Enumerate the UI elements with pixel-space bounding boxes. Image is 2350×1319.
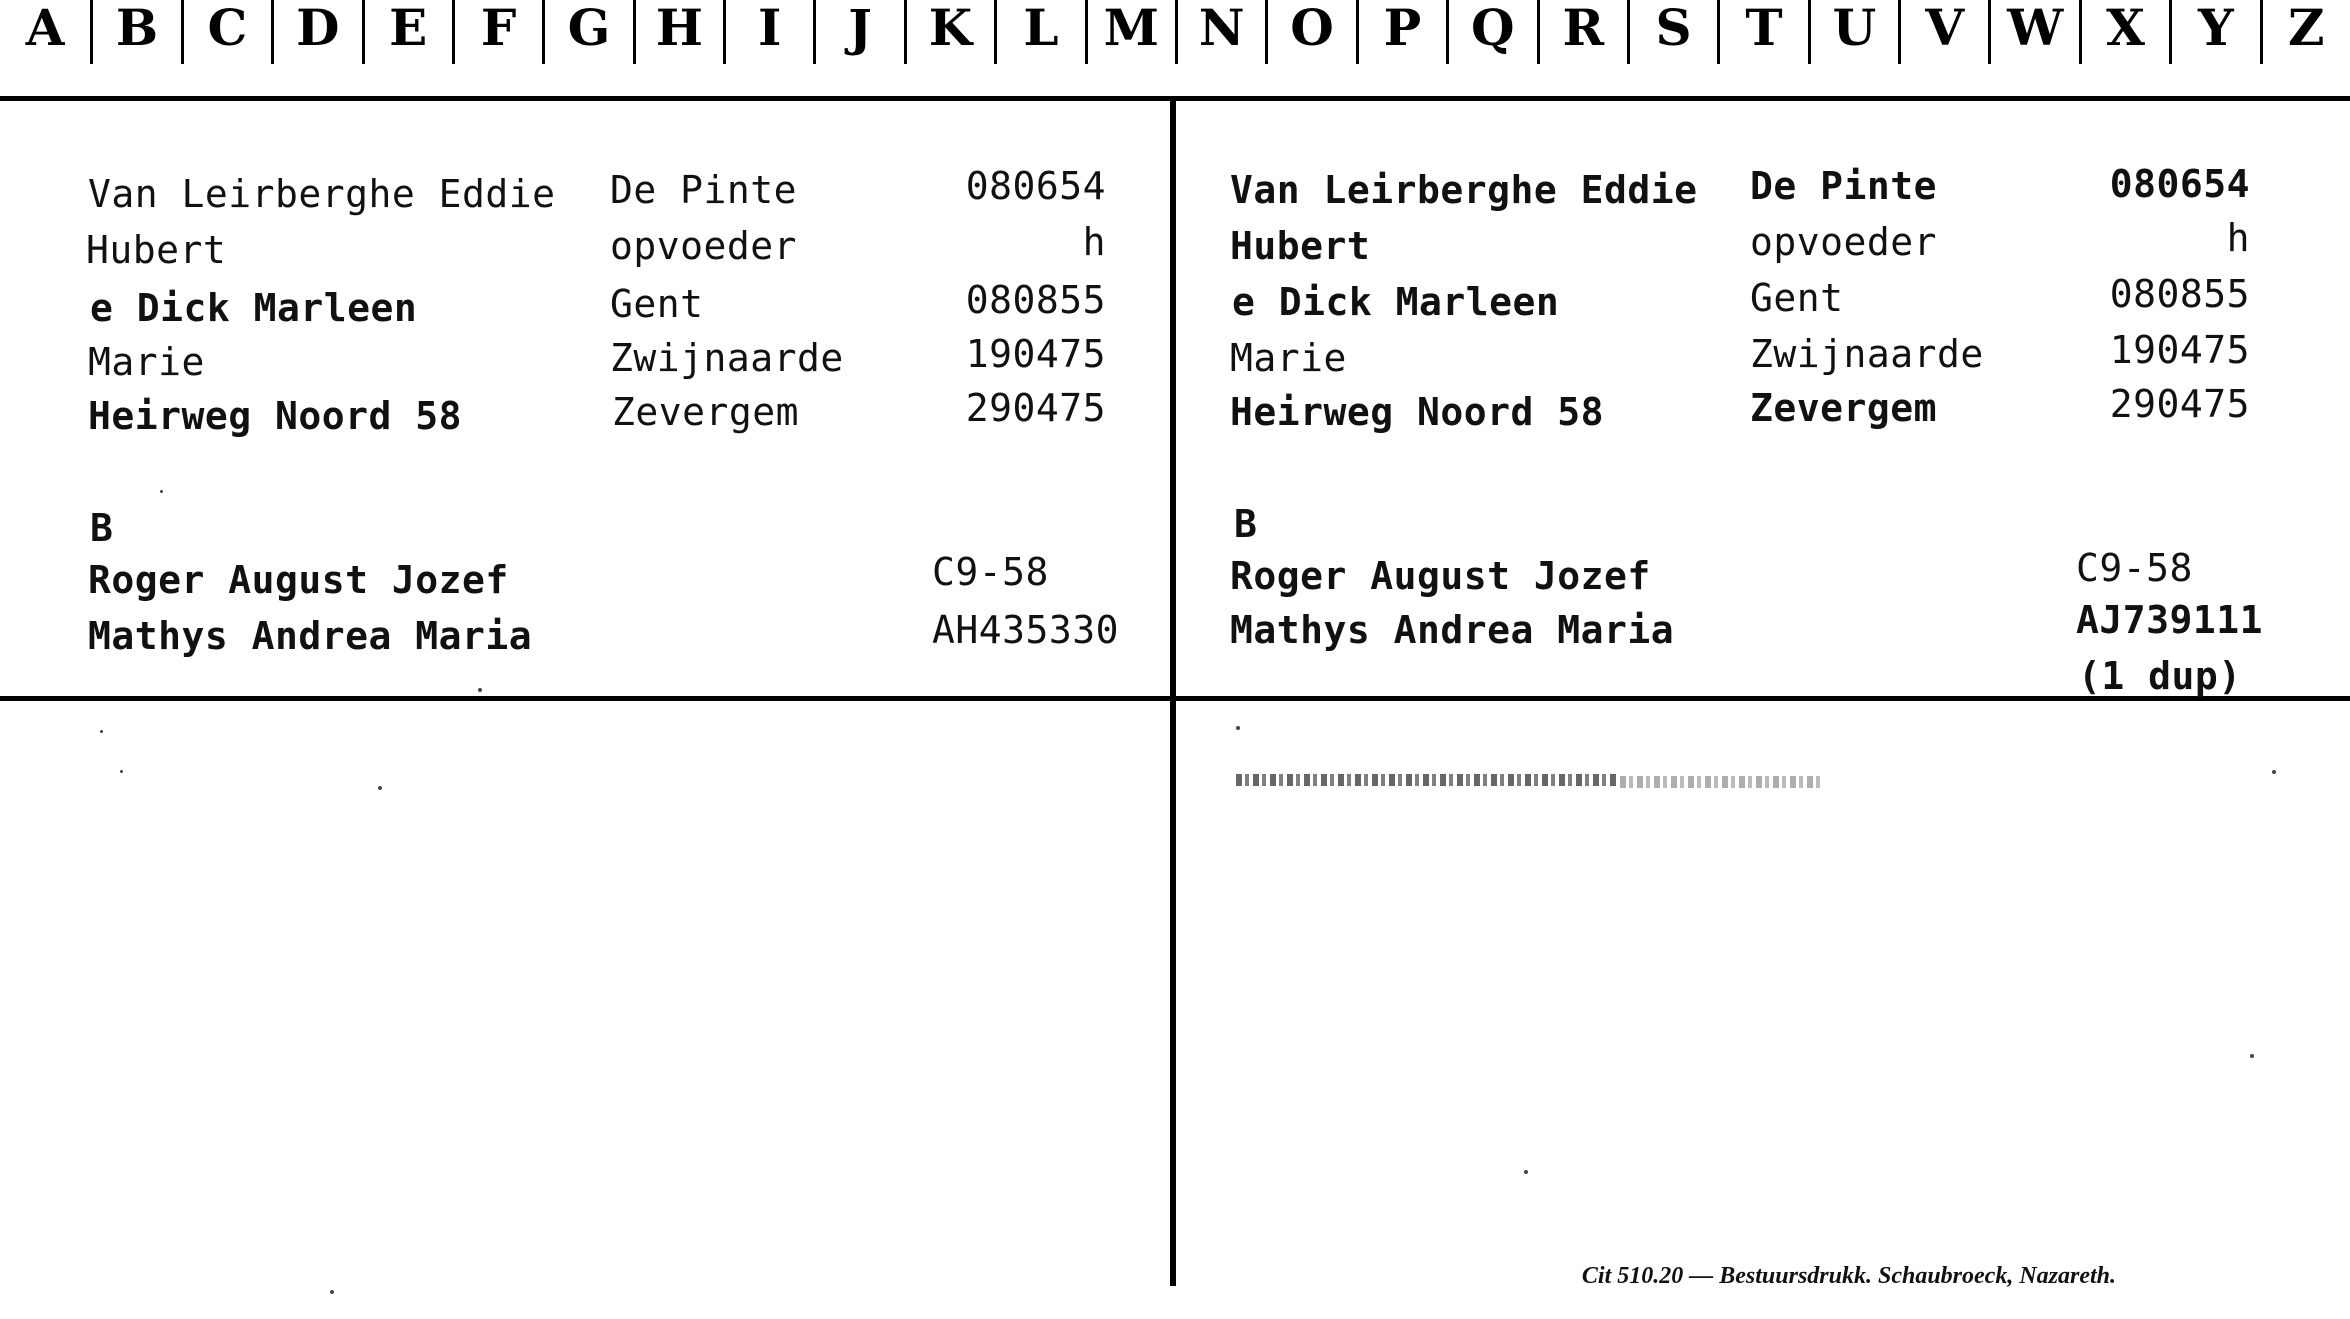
index-letter-t: T [1717,0,1807,64]
scan-smudge [1236,774,1616,786]
alphabet-index-row [0,0,2350,96]
right-code-line: 080855 [2109,272,2250,316]
index-letter-z: Z [2260,0,2350,64]
right-place-line: opvoeder [1750,220,1938,264]
left-parent-code: C9-58 [932,550,1049,594]
right-parent-code: AJ739111 [2076,598,2264,642]
left-place-line: opvoeder [610,224,798,268]
index-letter-l: L [994,0,1084,64]
index-letter-a: A [25,0,65,57]
left-section-label: B [90,506,114,550]
index-letter-o: O [1265,0,1355,64]
index-letter-p: P [1356,0,1446,64]
left-name-line: Marie [88,340,205,384]
right-place-line: Zevergem [1750,386,1938,430]
printer-imprint: Cit 510.20 — Bestuursdrukk. Schaubroeck, Nazareth. [1581,1263,2116,1289]
index-letter-w: W [1988,0,2078,64]
left-name-line: Heirweg Noord 58 [88,394,463,438]
left-parent-line: Mathys Andrea Maria [88,614,533,658]
scan-speck [330,1290,334,1294]
index-letter-b: B [90,0,180,64]
scan-speck [478,688,482,692]
right-name-line: Hubert [1230,224,1371,268]
index-letter-c: C [181,0,271,64]
left-place-line: Zevergem [612,390,800,434]
index-letter-m: M [1085,0,1175,64]
index-letter-s: S [1627,0,1717,64]
right-place-line: De Pinte [1750,164,1938,208]
left-code-line: h [1082,220,1106,264]
left-place-line: De Pinte [610,168,798,212]
left-code-line: 190475 [965,332,1106,376]
index-letter-y: Y [2169,0,2259,64]
index-letter-e: E [362,0,452,64]
left-place-line: Zwijnaarde [610,336,844,380]
left-place-line: Gent [610,282,704,326]
right-code-line: 080654 [2109,162,2250,206]
scan-speck [2250,1054,2254,1058]
left-name-line: Hubert [86,228,227,272]
right-code-line: 190475 [2109,328,2250,372]
index-letter-j: J [813,0,903,64]
left-parent-line: Roger August Jozef [88,558,509,602]
right-section-label: B [1234,502,1258,546]
right-parent-line: Mathys Andrea Maria [1230,608,1675,652]
index-letter-i: I [723,0,813,64]
scan-speck [2272,770,2276,774]
scan-smudge [1620,776,1820,788]
index-letter-x: X [2079,0,2169,64]
index-letter-n: N [1175,0,1265,64]
left-parent-code: AH435330 [932,608,1120,652]
index-letter-u: U [1808,0,1898,64]
scan-speck [120,770,123,773]
index-letter-q: Q [1446,0,1536,64]
right-name-line: Van Leirberghe Eddie [1230,168,1698,212]
scan-speck [1236,726,1240,730]
left-code-line: 080855 [965,278,1106,322]
right-place-line: Zwijnaarde [1750,332,1984,376]
index-letter-h: H [633,0,723,64]
left-code-line: 290475 [965,386,1106,430]
left-name-line: e Dick Marleen [90,286,418,330]
index-letter-v: V [1898,0,1988,64]
scan-speck [160,490,163,493]
scan-speck [1524,1170,1528,1174]
center-divider [1170,101,1176,1286]
right-name-line: e Dick Marleen [1232,280,1560,324]
scan-speck [378,786,382,790]
index-letter-f: F [452,0,542,64]
right-parent-code: C9-58 [2076,546,2193,590]
left-code-line: 080654 [965,164,1106,208]
index-letter-r: R [1537,0,1627,64]
mid-rule [0,696,2350,701]
index-letter-k: K [904,0,994,64]
scan-speck [100,730,103,733]
right-duplicate-note: (1 dup) [2078,654,2242,698]
right-code-line: 290475 [2109,382,2250,426]
right-name-line: Heirweg Noord 58 [1230,390,1605,434]
index-letter-g: G [542,0,632,64]
right-name-line: Marie [1230,336,1347,380]
index-letter-d: D [271,0,361,64]
right-place-line: Gent [1750,276,1844,320]
left-name-line: Van Leirberghe Eddie [88,172,556,216]
right-parent-line: Roger August Jozef [1230,554,1651,598]
right-code-line: h [2226,216,2250,260]
